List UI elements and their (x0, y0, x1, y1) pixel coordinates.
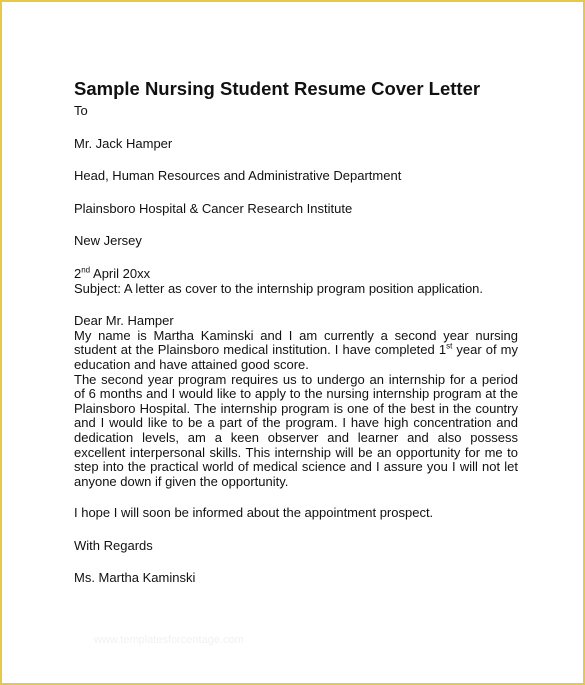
to-label: To (74, 103, 88, 118)
para1-text: My name is Martha Kaminski and I am currently a second year nursing student at the Plainsboro medical institution. I have completed 1 (74, 327, 518, 358)
salutation: Dear Mr. Hamper (74, 313, 174, 329)
closing: With Regards (74, 537, 153, 553)
date-day: 2 (74, 265, 82, 281)
watermark: www.templatesforcentage.com (94, 634, 244, 646)
para1-text-end: year of my education and have attained good score. (74, 342, 519, 372)
closing-paragraph: I hope I will soon be informed about the appointment prospect. (74, 505, 434, 521)
recipient-name: Mr. Jack Hamper (74, 135, 173, 151)
body-paragraph-2: The second year program requires us to undergo an internship for a period of 6 months and I would like to apply to the nursing internship program at the Plainsboro Hospital. The internship program is one of the best in the country and I would like to be a part of the program. I have high concentration and dedication levels, am a keen observer and learner and also possess excellent interpersonal skills. This internship will be an opportunity for me to step into the practical world of medical science and I assure you I will not let anyone down if given the opportunity. (74, 371, 518, 489)
recipient-title: Head, Human Resources and Administrative Department (74, 168, 402, 184)
letter-body (74, 78, 518, 586)
body-paragraph-1 (74, 329, 518, 373)
letter-date (74, 267, 518, 282)
letter-title: Sample Nursing Student Resume Cover Letter (74, 78, 481, 99)
recipient-organization: Plainsboro Hospital & Cancer Research Institute (74, 200, 353, 216)
letter-subject: Subject: A letter as cover to the internship program position application. (74, 280, 484, 296)
date-rest: April 20xx (90, 265, 151, 281)
recipient-location: New Jersey (74, 233, 142, 249)
signature: Ms. Martha Kaminski (74, 570, 196, 586)
para1-superscript: st (446, 342, 453, 352)
date-suffix: nd (81, 265, 91, 275)
